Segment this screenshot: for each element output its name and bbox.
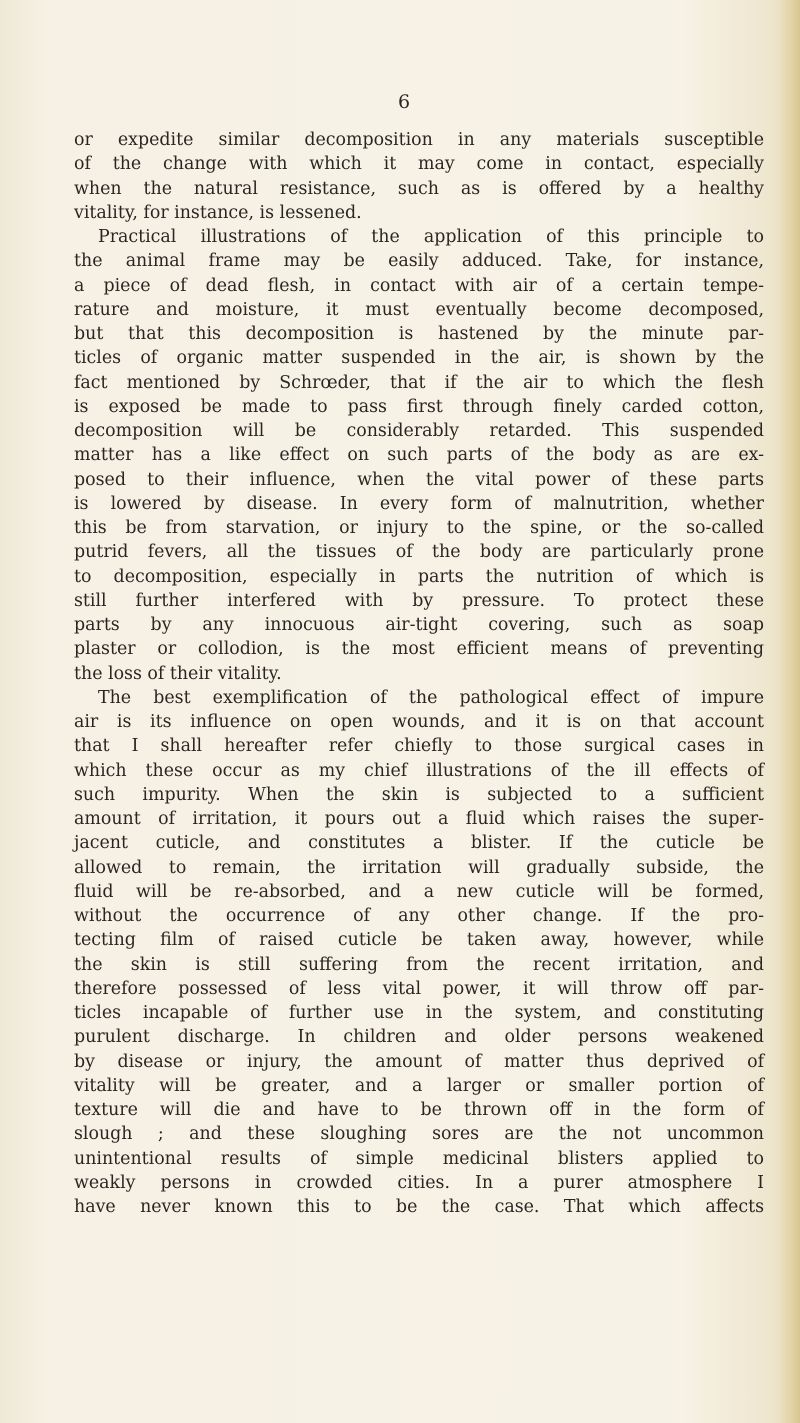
text-line: is exposed be made to pass first through finely carded cotton, [74, 396, 764, 417]
text-line: purulent discharge. In children and older persons weakened [74, 1027, 764, 1048]
text-line: the loss of their vitality. [74, 663, 282, 684]
text-line: a piece of dead flesh, in contact with air of a certain tempe- [74, 275, 764, 296]
text-line: jacent cuticle, and constitutes a blister. If the cuticle be [74, 833, 764, 854]
text-line: when the natural resistance, such as is offered by a healthy [74, 178, 764, 199]
text-line: but that this decomposition is hastened by the minute par- [74, 324, 764, 344]
text-line: matter has a like effect on such parts of the body as are ex- [74, 445, 764, 466]
text-line: unintentional results of simple medicinal blisters applied to [74, 1148, 764, 1169]
text-line: fluid will be re-absorbed, and a new cuticle will be formed, [74, 881, 764, 902]
text-line: to decomposition, especially in parts the nutrition of which is [74, 566, 764, 587]
text-line: that I shall hereafter refer chiefly to those surgical cases in [74, 736, 764, 757]
text-line: of the change with which it may come in contact, especially [74, 154, 764, 175]
text-line: weakly persons in crowded cities. In a purer atmosphere I [74, 1172, 764, 1193]
text-line: still further interfered with by pressure. To protect these [74, 590, 764, 611]
text-line: therefore possessed of less vital power, it will throw off par- [74, 978, 764, 999]
text-line: fact mentioned by Schrœder, that if the air to which the flesh [74, 372, 764, 393]
text-line: parts by any innocuous air-tight covering, such as soap [74, 615, 764, 635]
text-line: amount of irritation, it pours out a fluid which raises the super- [74, 809, 764, 829]
page-edge-shading [778, 0, 800, 1423]
text-line: have never known this to be the case. That which affects [74, 1197, 764, 1217]
text-line: such impurity. When the skin is subjected to a sufficient [74, 784, 764, 805]
text-line: allowed to remain, the irritation will gradually subside, the [74, 857, 764, 878]
text-line: ticles of organic matter suspended in the air, is shown by the [74, 348, 764, 369]
page-number: 6 [397, 91, 411, 113]
text-line: rature and moisture, it must eventually become decomposed, [74, 299, 764, 320]
text-line: is lowered by disease. In every form of malnutrition, whether [74, 493, 764, 514]
text-line: decomposition will be considerably retarded. This suspended [74, 421, 764, 441]
text-line: texture will die and have to be thrown off in the form of [74, 1100, 764, 1120]
text-line: or expedite similar decomposition in any materials susceptible [74, 130, 764, 150]
text-line: air is its influence on open wounds, and it is on that account [74, 712, 764, 732]
text-line: plaster or collodion, is the most efficient means of preventing [74, 639, 764, 660]
text-line: slough ; and these sloughing sores are the not uncommon [74, 1124, 764, 1145]
text-line: putrid fevers, all the tissues of the body are particularly prone [74, 542, 764, 563]
text-line: the animal frame may be easily adduced. Take, for instance, [74, 251, 764, 272]
text-line: this be from starvation, or injury to the spine, or the so-called [74, 518, 764, 538]
text-line: by disease or injury, the amount of matter thus deprived of [74, 1051, 764, 1072]
text-line: posed to their influence, when the vital power of these parts [74, 469, 764, 490]
text-line: which these occur as my chief illustrations of the ill effects of [74, 760, 764, 781]
text-line: without the occurrence of any other change. If the pro- [74, 906, 764, 926]
text-line: the skin is still suffering from the recent irritation, and [74, 954, 764, 975]
text-line: vitality, for instance, is lessened. [74, 202, 362, 223]
text-line: Practical illustrations of the application of this principle to [98, 227, 764, 247]
text-line: tecting film of raised cuticle be taken away, however, while [74, 930, 764, 951]
text-line: The best exemplification of the pathological effect of impure [98, 687, 764, 708]
text-line: vitality will be greater, and a larger or smaller portion of [74, 1075, 764, 1096]
text-line: ticles incapable of further use in the system, and constituting [74, 1003, 764, 1023]
body-text [74, 128, 764, 1219]
